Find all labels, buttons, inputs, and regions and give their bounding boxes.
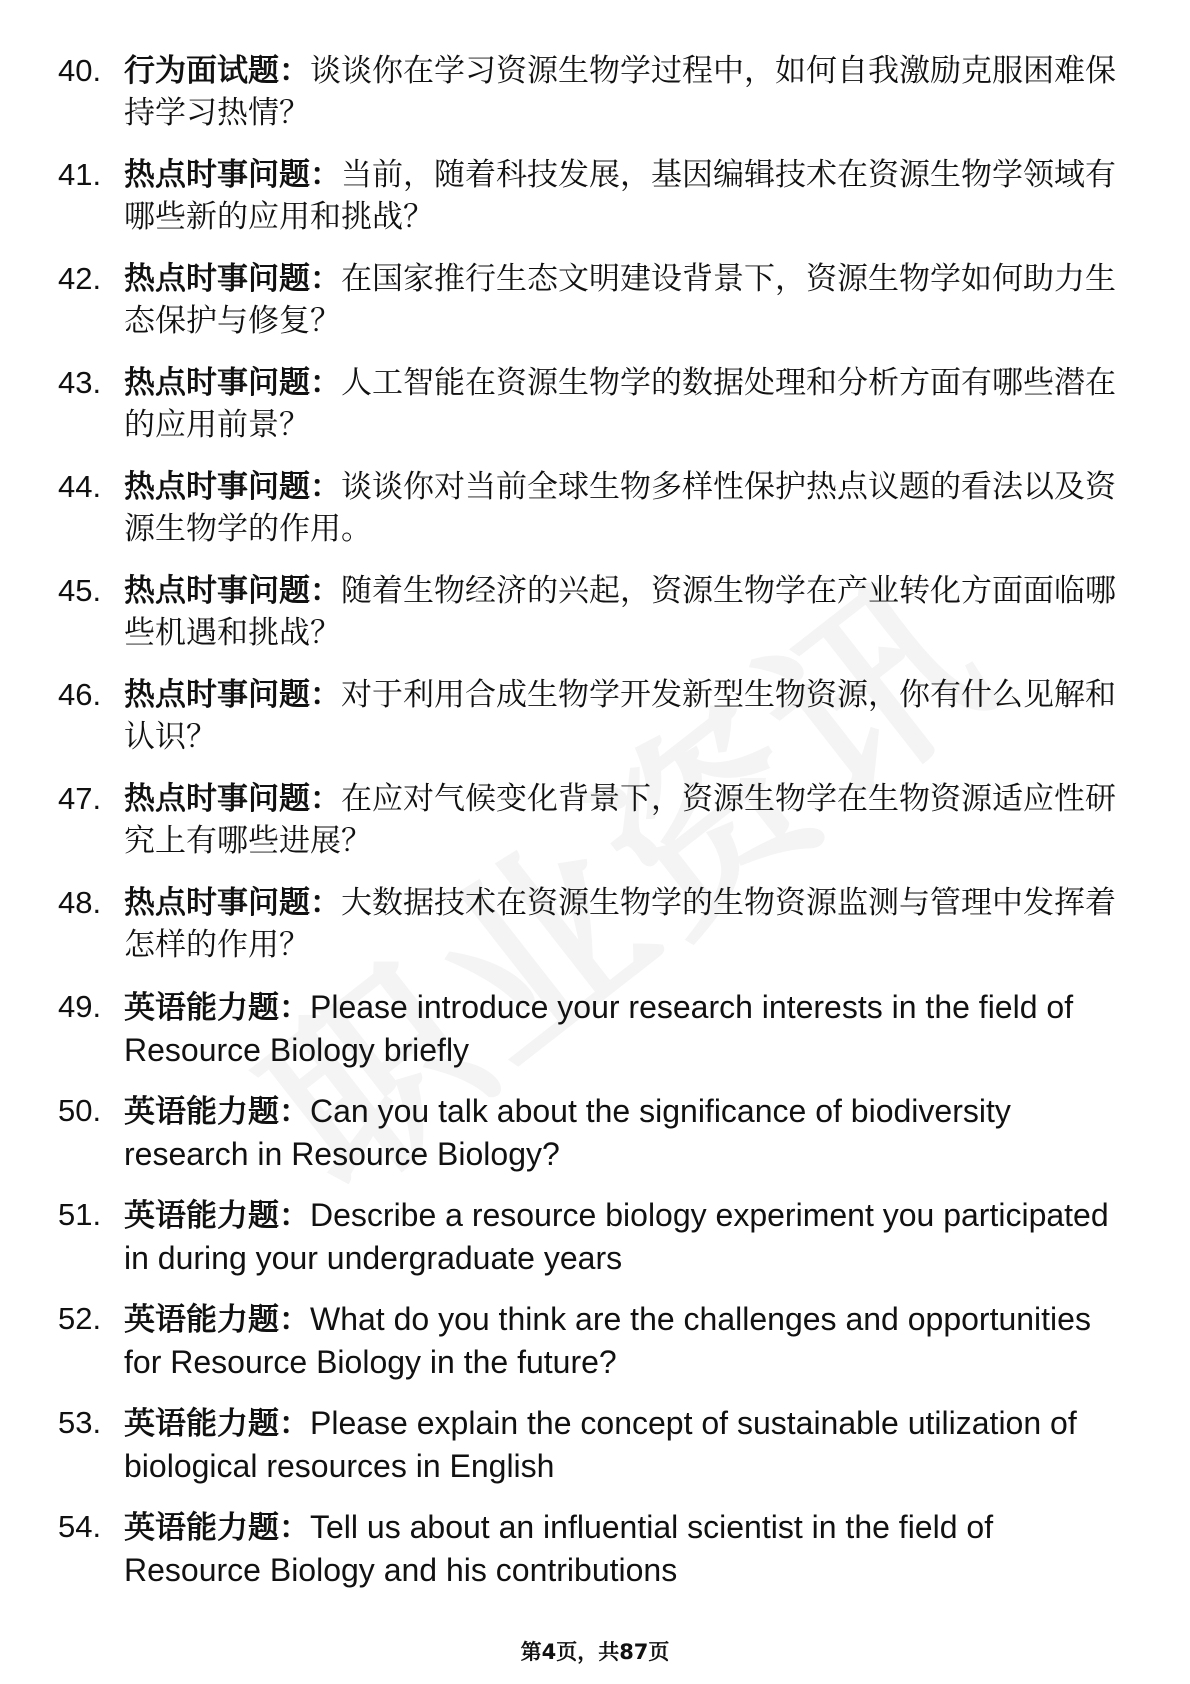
question-body: 大数据技术在资源生物学的生物资源监测与管理中发挥着怎样的作用？ bbox=[124, 885, 1116, 963]
question-category: 英语能力题： bbox=[124, 1198, 310, 1234]
question-number: 50. bbox=[58, 1093, 102, 1128]
question-number: 52. bbox=[58, 1301, 102, 1336]
question-item-43 bbox=[58, 362, 1128, 446]
question-item-54 bbox=[58, 1506, 1128, 1590]
question-item-53 bbox=[58, 1402, 1128, 1486]
question-body: 谈谈你对当前全球生物多样性保护热点议题的看法以及资源生物学的作用。 bbox=[124, 469, 1116, 547]
question-number: 49. bbox=[58, 989, 102, 1024]
question-item-51 bbox=[58, 1194, 1128, 1278]
question-category: 英语能力题： bbox=[124, 1510, 310, 1546]
question-number: 51. bbox=[58, 1197, 102, 1232]
question-text bbox=[124, 986, 1128, 1072]
question-category: 热点时事问题： bbox=[124, 677, 341, 713]
question-text bbox=[124, 1090, 1128, 1176]
question-number: 40. bbox=[58, 53, 102, 88]
question-text bbox=[124, 674, 1128, 758]
question-category: 热点时事问题： bbox=[124, 469, 341, 505]
question-item-42 bbox=[58, 258, 1128, 342]
question-text bbox=[124, 1194, 1128, 1280]
question-number: 54. bbox=[58, 1509, 102, 1544]
question-body: Please explain the concept of sustainable utilization of biological resources in English bbox=[124, 1405, 1077, 1484]
question-item-41 bbox=[58, 154, 1128, 238]
question-body: Please introduce your research interests in the field of Resource Biology briefly bbox=[124, 989, 1074, 1068]
question-body: 当前，随着科技发展，基因编辑技术在资源生物学领域有哪些新的应用和挑战？ bbox=[124, 157, 1116, 235]
question-number: 43. bbox=[58, 365, 102, 400]
question-number: 48. bbox=[58, 885, 102, 920]
question-text bbox=[124, 1506, 1128, 1592]
question-number: 44. bbox=[58, 469, 102, 504]
question-item-45 bbox=[58, 570, 1128, 654]
question-body: Describe a resource biology experiment you participated in during your undergraduate years bbox=[124, 1197, 1109, 1276]
question-category: 热点时事问题： bbox=[124, 261, 341, 297]
question-item-40 bbox=[58, 50, 1128, 134]
question-item-47 bbox=[58, 778, 1128, 862]
question-text bbox=[124, 154, 1128, 238]
question-category: 英语能力题： bbox=[124, 1302, 310, 1338]
question-text bbox=[124, 466, 1128, 550]
question-category: 行为面试题： bbox=[124, 53, 310, 89]
question-item-50 bbox=[58, 1090, 1128, 1174]
question-item-44 bbox=[58, 466, 1128, 550]
question-number: 53. bbox=[58, 1405, 102, 1440]
question-number: 46. bbox=[58, 677, 102, 712]
question-item-52 bbox=[58, 1298, 1128, 1382]
question-body: What do you think are the challenges and opportunities for Resource Biology in the future? bbox=[124, 1301, 1091, 1380]
question-number: 45. bbox=[58, 573, 102, 608]
question-body: 在应对气候变化背景下，资源生物学在生物资源适应性研究上有哪些进展？ bbox=[124, 781, 1116, 859]
question-item-49 bbox=[58, 986, 1128, 1070]
question-text bbox=[124, 570, 1128, 654]
question-body: 谈谈你在学习资源生物学过程中，如何自我激励克服困难保持学习热情？ bbox=[124, 53, 1116, 131]
page-footer: 第4页，共87页 bbox=[520, 1640, 670, 1664]
question-body: Can you talk about the significance of biodiversity research in Resource Biology? bbox=[124, 1093, 1011, 1172]
question-body: 随着生物经济的兴起，资源生物学在产业转化方面面临哪些机遇和挑战？ bbox=[124, 573, 1116, 651]
question-text bbox=[124, 1402, 1128, 1488]
question-number: 47. bbox=[58, 781, 102, 816]
question-category: 热点时事问题： bbox=[124, 573, 341, 609]
question-category: 英语能力题： bbox=[124, 990, 310, 1026]
question-text bbox=[124, 258, 1128, 342]
question-text bbox=[124, 362, 1128, 446]
question-body: 人工智能在资源生物学的数据处理和分析方面有哪些潜在的应用前景？ bbox=[124, 365, 1116, 443]
question-category: 热点时事问题： bbox=[124, 885, 341, 921]
question-category: 英语能力题： bbox=[124, 1094, 310, 1130]
question-text bbox=[124, 778, 1128, 862]
question-number: 41. bbox=[58, 157, 102, 192]
question-category: 热点时事问题： bbox=[124, 781, 341, 817]
question-body: 对于利用合成生物学开发新型生物资源，你有什么见解和认识？ bbox=[124, 677, 1116, 755]
question-body: 在国家推行生态文明建设背景下，资源生物学如何助力生态保护与修复？ bbox=[124, 261, 1116, 339]
question-item-48 bbox=[58, 882, 1128, 966]
question-category: 热点时事问题： bbox=[124, 157, 341, 193]
question-list bbox=[58, 50, 1128, 1610]
question-category: 热点时事问题： bbox=[124, 365, 341, 401]
question-text bbox=[124, 1298, 1128, 1384]
question-category: 英语能力题： bbox=[124, 1406, 310, 1442]
question-body: Tell us about an influential scientist in the field of Resource Biology and his contributions bbox=[124, 1509, 994, 1588]
question-number: 42. bbox=[58, 261, 102, 296]
question-text bbox=[124, 50, 1128, 134]
question-text bbox=[124, 882, 1128, 966]
question-item-46 bbox=[58, 674, 1128, 758]
